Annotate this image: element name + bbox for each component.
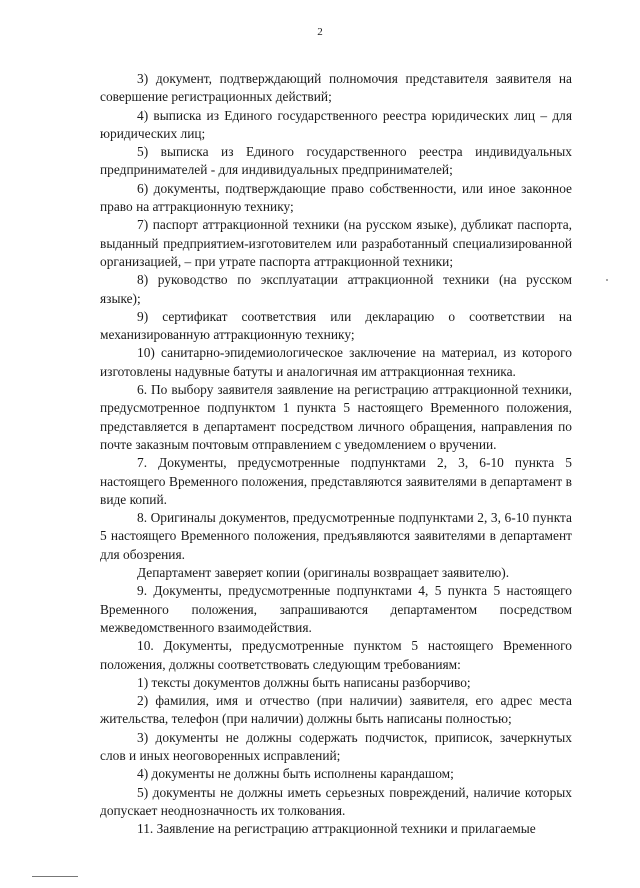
paragraph-clause-6: 6. По выбору заявителя заявление на регистрацию аттракционной техники, предусмотренное подпунктом 1 пункта 5 настоящего Временного положения, представляется в департамент посредством личного обращения, направления по почте заказным почтовым отправлением с уведомлением о вручении. [100,382,572,452]
scan-artifact [606,279,608,281]
paragraph-requirement-3: 3) документы не должны содержать подчисток, приписок, зачеркнутых слов и иных неоговоренных исправлений; [100,729,572,763]
paragraph-clause-10: 10. Документы, предусмотренные пунктом 5 настоящего Временного положения, должны соответствовать следующим требованиям: [100,638,572,672]
paragraph-clause-8: 8. Оригиналы документов, предусмотренные подпунктами 2, 3, 6-10 пункта 5 настоящего Временного положения, предъявляются заявителями в департамент для обозрения. [100,510,572,562]
paragraph-clause-11: 11. Заявление на регистрацию аттракционной техники и прилагаемые [137,821,536,837]
document-body [100,70,572,838]
paragraph-item-7: 7) паспорт аттракционной техники (на русском языке), дубликат паспорта, выданный предприятием-изготовителем или разработанный специализированной организацией, – при утрате паспорта аттракционной техники; [100,217,572,269]
paragraph-item-10: 10) санитарно-эпидемиологическое заключение на материал, из которого изготовлены надувные батуты и аналогичная им аттракционная техника. [100,345,572,379]
paragraph-item-8: 8) руководство по эксплуатации аттракционной техники (на русском языке); [100,272,572,306]
paragraph-requirement-1: 1) тексты документов должны быть написаны разборчиво; [137,674,471,690]
footnote-separator [32,876,78,877]
paragraph-requirement-4: 4) документы не должны быть исполнены карандашом; [137,766,454,782]
paragraph-requirement-5: 5) документы не должны иметь серьезных повреждений, наличие которых допускает неоднозначность их толкования. [100,784,572,818]
paragraph-clause-7: 7. Документы, предусмотренные подпунктами 2, 3, 6-10 пункта 5 настоящего Временного положения, представляются заявителями в департамент в виде копий. [100,455,572,507]
paragraph-item-9: 9) сертификат соответствия или декларацию о соответствии на механизированную аттракционную технику; [100,308,572,343]
paragraph-clause-8-note: Департамент заверяет копии (оригиналы возвращает заявителю). [137,565,510,581]
paragraph-clause-9: 9. Документы, предусмотренные подпунктами 4, 5 пункта 5 настоящего Временного положения, запрашиваются департаментом посредством межведомственного взаимодействия. [100,583,572,635]
paragraph-item-4: 4) выписка из Единого государственного реестра юридических лиц – для юридических лиц; [100,107,572,141]
paragraph-item-6: 6) документы, подтверждающие право собственности, или иное законное право на аттракционную технику; [100,180,572,215]
paragraph-requirement-2: 2) фамилия, имя и отчество (при наличии) заявителя, его адрес места жительства, телефон (при наличии) должны быть написаны полностью; [100,693,572,727]
paragraph-item-3: 3) документ, подтверждающий полномочия представителя заявителя на совершение регистрационных действий; [100,71,572,105]
page-number: 2 [317,26,323,38]
paragraph-item-5: 5) выписка из Единого государственного реестра индивидуальных предпринимателей - для индивидуальных предпринимателей; [100,144,572,178]
